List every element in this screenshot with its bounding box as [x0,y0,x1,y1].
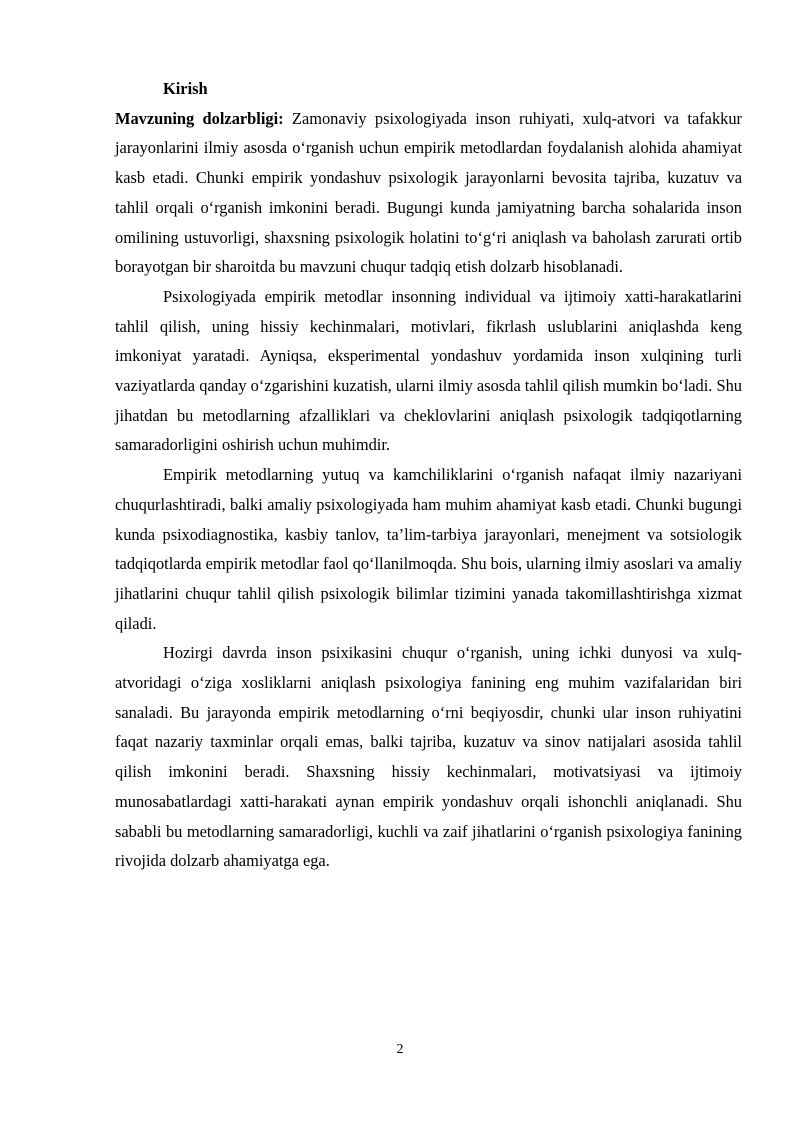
section-heading: Kirish [163,79,208,98]
body-paragraph-1: Psixologiyada empirik metodlar insonning individual va ijtimoiy xatti-harakatlarini tahlil qilish, uning hissiy kechinmalari, motivlari, fikrlash uslublarini aniqlashda keng imkoniyat yaratadi. Ayniqsa, eksperimental yondashuv yordamida inson xulqining turli vaziyatlarda qanday o‘zgarishini kuzatish, ularni ilmiy asosda tahlil qilish mumkin bo‘ladi. Shu jihatdan bu metodlarning afzalliklari va cheklovlarini aniqlash psixologik tadqiqotlarning samaradorligini oshirish uchun muhimdir. [115,286,742,455]
body-paragraph-3: Hozirgi davrda inson psixikasini chuqur o‘rganish, uning ichki dunyosi va xulq-atvoridagi o‘ziga xosliklarni aniqlash psixologiya fanining eng muhim vazifalaridan biri sanaladi. Bu jarayonda empirik metodlarning o‘rni beqiyosdir, chunki ular inson ruhiyatini faqat nazariy taxminlar orqali emas, balki tajriba, kuzatuv va sinov natijalari asosida tahlil qilish imkonini beradi. Shaxsning hissiy kechinmalari, motivatsiyasi va ijtimoiy munosabatlardagi xatti-harakati aynan empirik yondashuv orqali ishonchli aniqlanadi. Shu sababli bu metodlarning samaradorligi, kuchli va zaif jihatlarini o‘rganish psixologiya fanining rivojida dolzarb ahamiyatga ega. [115,643,742,871]
body-paragraph-2: Empirik metodlarning yutuq va kamchiliklarini o‘rganish nafaqat ilmiy nazariyani chuqurlashtiradi, balki amaliy psixologiyada ham muhim ahamiyat kasb etadi. Chunki bugungi kunda psixodiagnostika, kasbiy tanlov, ta’lim-tarbiya jarayonlari, menejment va sotsiologik tadqiqotlarda empirik metodlar faol qo‘llanilmoqda. Shu bois, ularning ilmiy asoslari va amaliy jihatlarini chuqur tahlil qilish psixologik bilimlar tizimini yanada takomillashtirishga xizmat qiladi. [115,465,742,633]
intro-lead: Mavzuning dolzarbligi: [115,108,284,128]
page-number: 2 [396,1042,404,1057]
document-page [115,74,742,876]
intro-paragraph [115,104,742,282]
intro-text: Zamonaviy psixologiyada inson ruhiyati, xulq-atvori va tafakkur jarayonlarini ilmiy asosda o‘rganish uchun empirik metodlardan foydalanish alohida ahamiyat kasb etadi. Chunki empirik yondashuv psixologik jarayonlarni bevosita tajriba, kuzatuv va tahlil orqali o‘rganish imkonini beradi. Bugungi kunda jamiyatning barcha sohalarida inson omilining ustuvorligi, shaxsning psixologik holatini to‘g‘ri aniqlash va baholash zarurati ortib borayotgan bir sharoitda bu mavzuni chuqur tadqiq etish dolzarb hisoblanadi. [115,108,742,277]
